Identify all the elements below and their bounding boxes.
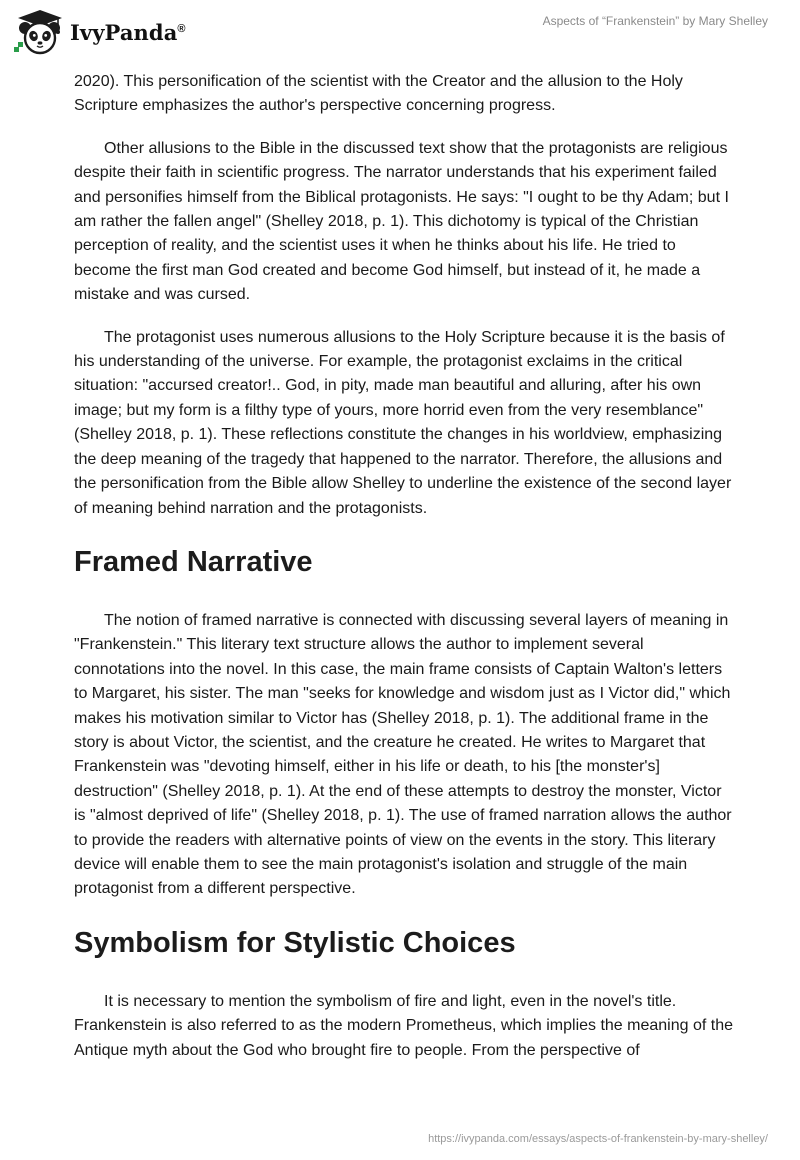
paragraph: The protagonist uses numerous allusions to the Holy Scripture because it is the basis of his understanding of the universe. For example, the protagonist exclaims in the critical situation: "accursed creator!.. God, in pity, made man beautiful and alluring, after his own image; but my form is a filthy type of yours, more horrid even from the very resemblance" (Shelley 2018, p. 1). These reflections constitute the changes in his worldview, emphasizing the deep meaning of the tragedy that happened to the narrator. Therefore, the allusions and the personification from the Bible allow Shelley to underline the existence of the second layer of meaning behind narration and the protagonists. [74, 328, 732, 517]
essay-body [74, 70, 734, 1081]
page-header [0, 0, 800, 70]
document-title: Aspects of “Frankenstein” by Mary Shelley [542, 14, 768, 28]
paragraph: Other allusions to the Bible in the discussed text show that the protagonists are religious despite their faith in scientific progress. The narrator understands that his experiment failed and personifies himself from the Biblical protagonists. He says: "I ought to be thy Adam; but I am rather the fallen angel" (Shelley 2018, p. 1). This dichotomy is typical of the Christian perception of reality, and the scientist uses it when he thinks about his life. He tried to become the first man God created and become God himself, but instead of it, he made a mistake and was cursed. [74, 139, 729, 304]
ivypanda-logo[interactable] [14, 9, 186, 55]
section-heading: Framed Narrative [74, 545, 313, 578]
paragraph: It is necessary to mention the symbolism of fire and light, even in the novel's title. Frankenstein is also referred to as the modern Prometheus, which implies the meaning of the Antique myth about the God who brought fire to people. From the perspective of [74, 992, 733, 1059]
paragraph: The notion of framed narrative is connected with discussing several layers of meaning in "Frankenstein." This literary text structure allows the author to implement several connotations into the novel. In this case, the main frame consists of Captain Walton's letters to Margaret, his sister. The man "seeks for knowledge and wisdom just as I Victor did," which makes his motivation similar to Victor has (Shelley 2018, p. 1). The additional frame in the story is about Victor, the scientist, and the creature he created. He writes to Margaret that Frankenstein was "devoting himself, either in his life or death, to his [the monster's] destruction" (Shelley 2018, p. 1). At the end of these attempts to destroy the monster, Victor is "almost deprived of life" (Shelley 2018, p. 1). The use of framed narration allows the author to provide the readers with alternative points of view on the events in the story. This literary device will enable them to see the main protagonist's isolation and struggle of the main protagonist from a different perspective. [74, 611, 732, 898]
panda-graduate-icon [14, 9, 66, 55]
brand-name: IvyPanda® [70, 19, 186, 45]
source-url[interactable]: https://ivypanda.com/essays/aspects-of-frankenstein-by-mary-shelley/ [428, 1133, 768, 1145]
section-heading: Symbolism for Stylistic Choices [74, 926, 516, 959]
paragraph: 2020). This personification of the scientist with the Creator and the allusion to the Holy Scripture emphasizes the author's perspective concerning progress. [74, 73, 683, 115]
